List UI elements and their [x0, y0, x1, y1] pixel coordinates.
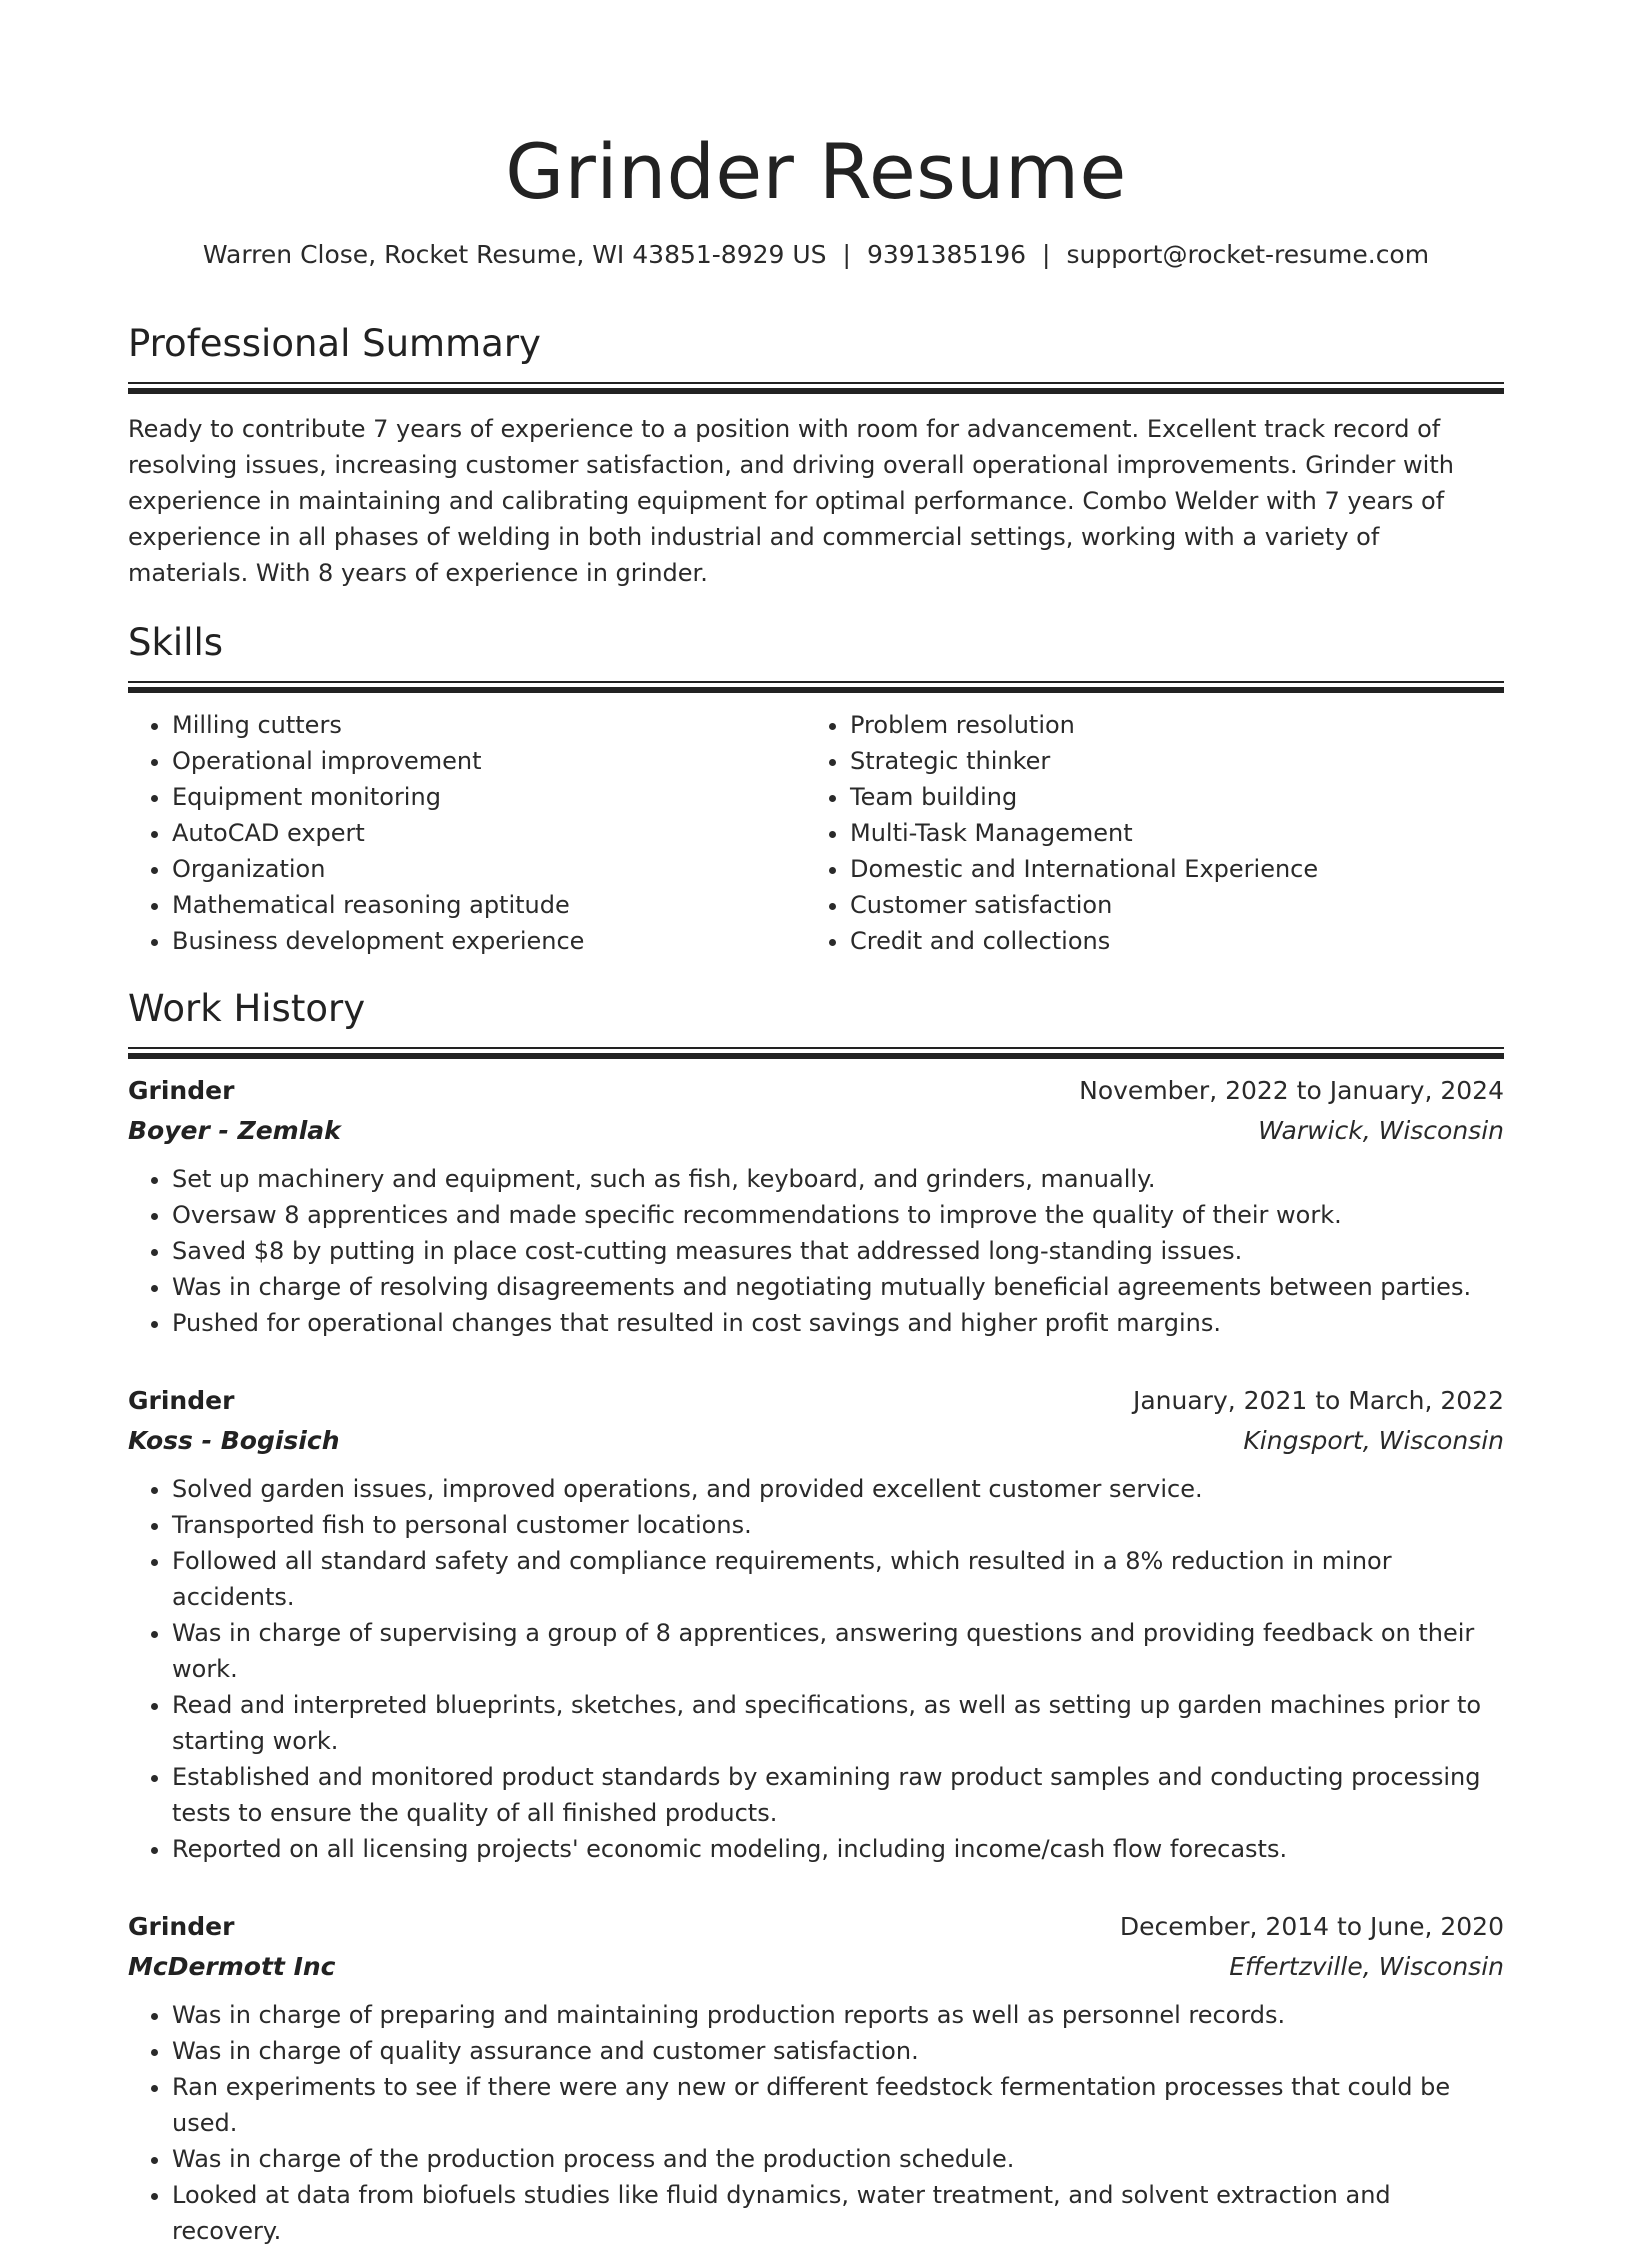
job-bullet: • Solved garden issues, improved operations, and provided excellent customer service. [172, 1471, 1504, 1507]
contact-separator: | [1042, 240, 1051, 269]
section-divider [128, 681, 1504, 683]
job-bullet: • Established and monitored product standards by examining raw product samples and conducting processing tests to ensure the quality of all finished products. [172, 1759, 1504, 1831]
job-header-row [128, 1071, 1504, 1111]
job-title: Grinder [128, 1386, 235, 1415]
skill-item: • Mathematical reasoning aptitude [172, 887, 806, 923]
work-history-section [128, 985, 1504, 2249]
skill-item: • Team building [850, 779, 1484, 815]
summary-text: Ready to contribute 7 years of experience to a position with room for advancement. Excellent track record of resolving issues, increasing customer satisfaction, and driving overall operational improvements. Grinder with experience in maintaining and calibrating equipment for optimal performance. Combo Welder with 7 years of experience in all phases of welding in both industrial and commercial settings, working with a variety of materials. With 8 years of experience in grinder. [128, 415, 1454, 587]
skill-item: • Domestic and International Experience [850, 851, 1484, 887]
contact-separator: | [842, 240, 851, 269]
job-company: Koss - Bogisich [128, 1426, 340, 1455]
job-header-row [128, 1381, 1504, 1421]
skills-section [128, 619, 1504, 959]
skill-item: • Business development experience [172, 923, 806, 959]
contact-line [128, 238, 1504, 272]
job-bullet: • Reported on all licensing projects' economic modeling, including income/cash flow forecasts. [172, 1831, 1504, 1867]
job-company: McDermott Inc [128, 1952, 336, 1981]
section-title-skills: Skills [128, 621, 224, 664]
job-bullet: • Was in charge of resolving disagreements and negotiating mutually beneficial agreements between parties. [172, 1269, 1504, 1305]
job-company-row [128, 1111, 1504, 1151]
job-bullet: • Read and interpreted blueprints, sketches, and specifications, as well as setting up garden machines prior to starting work. [172, 1687, 1504, 1759]
skill-item: • Strategic thinker [850, 743, 1484, 779]
skill-item: • Organization [172, 851, 806, 887]
section-title-summary: Professional Summary [128, 322, 541, 365]
job-bullet: • Was in charge of supervising a group of 8 apprentices, answering questions and providing feedback on their work. [172, 1615, 1504, 1687]
skill-item: • Multi-Task Management [850, 815, 1484, 851]
job-bullet: • Was in charge of preparing and maintaining production reports as well as personnel records. [172, 1997, 1504, 2033]
contact-email: support@rocket-resume.com [1066, 240, 1430, 269]
resume-page [128, 0, 1504, 2249]
job-title: Grinder [128, 1912, 235, 1941]
job-bullet: • Set up machinery and equipment, such as fish, keyboard, and grinders, manually. [172, 1161, 1504, 1197]
skills-column-right [806, 707, 1484, 959]
job-company-row [128, 1947, 1504, 1987]
skill-item: • Credit and collections [850, 923, 1484, 959]
job-bullet: • Transported fish to personal customer locations. [172, 1507, 1504, 1543]
skill-item: • Problem resolution [850, 707, 1484, 743]
job-location: Warwick, Wisconsin [1258, 1116, 1504, 1145]
job-location: Effertzville, Wisconsin [1229, 1952, 1504, 1981]
job-title: Grinder [128, 1076, 235, 1105]
job-bullet: • Pushed for operational changes that resulted in cost savings and higher profit margins. [172, 1305, 1504, 1341]
skill-item: • Milling cutters [172, 707, 806, 743]
job-company: Boyer - Zemlak [128, 1116, 341, 1145]
job-bullets [128, 1471, 1504, 1867]
job-bullet: • Ran experiments to see if there were any new or different feedstock fermentation processes that could be used. [172, 2069, 1504, 2141]
job-bullet: • Oversaw 8 apprentices and made specific recommendations to improve the quality of their work. [172, 1197, 1504, 1233]
job-bullet: • Followed all standard safety and compliance requirements, which resulted in a 8% reduction in minor accidents. [172, 1543, 1504, 1615]
section-divider [128, 1047, 1504, 1049]
skills-grid [128, 707, 1504, 959]
professional-summary-section [128, 320, 1504, 591]
job-dates: November, 2022 to January, 2024 [1079, 1076, 1504, 1105]
job-header-row [128, 1907, 1504, 1947]
contact-phone: 9391385196 [866, 240, 1027, 269]
section-divider [128, 382, 1504, 384]
job-location: Kingsport, Wisconsin [1243, 1426, 1504, 1455]
skill-item: • Customer satisfaction [850, 887, 1484, 923]
skill-item: • Equipment monitoring [172, 779, 806, 815]
job-entry [128, 1381, 1504, 1867]
job-entry [128, 1907, 1504, 2249]
skill-item: • AutoCAD expert [172, 815, 806, 851]
job-entry [128, 1071, 1504, 1341]
skills-column-left [128, 707, 806, 959]
job-bullet: • Was in charge of quality assurance and customer satisfaction. [172, 2033, 1504, 2069]
resume-title: Grinder Resume [505, 127, 1127, 216]
skill-item: • Operational improvement [172, 743, 806, 779]
job-bullet: • Looked at data from biofuels studies like fluid dynamics, water treatment, and solvent extraction and recovery. [172, 2177, 1504, 2249]
job-dates: January, 2021 to March, 2022 [1132, 1386, 1504, 1415]
job-bullet: • Was in charge of the production process and the production schedule. [172, 2141, 1504, 2177]
section-title-work-history: Work History [128, 987, 366, 1030]
job-bullets [128, 1161, 1504, 1341]
contact-address: Warren Close, Rocket Resume, WI 43851-8929 US [202, 240, 827, 269]
job-dates: December, 2014 to June, 2020 [1119, 1912, 1504, 1941]
job-bullet: • Saved $8 by putting in place cost-cutting measures that addressed long-standing issues. [172, 1233, 1504, 1269]
job-company-row [128, 1421, 1504, 1461]
job-bullets [128, 1997, 1504, 2249]
